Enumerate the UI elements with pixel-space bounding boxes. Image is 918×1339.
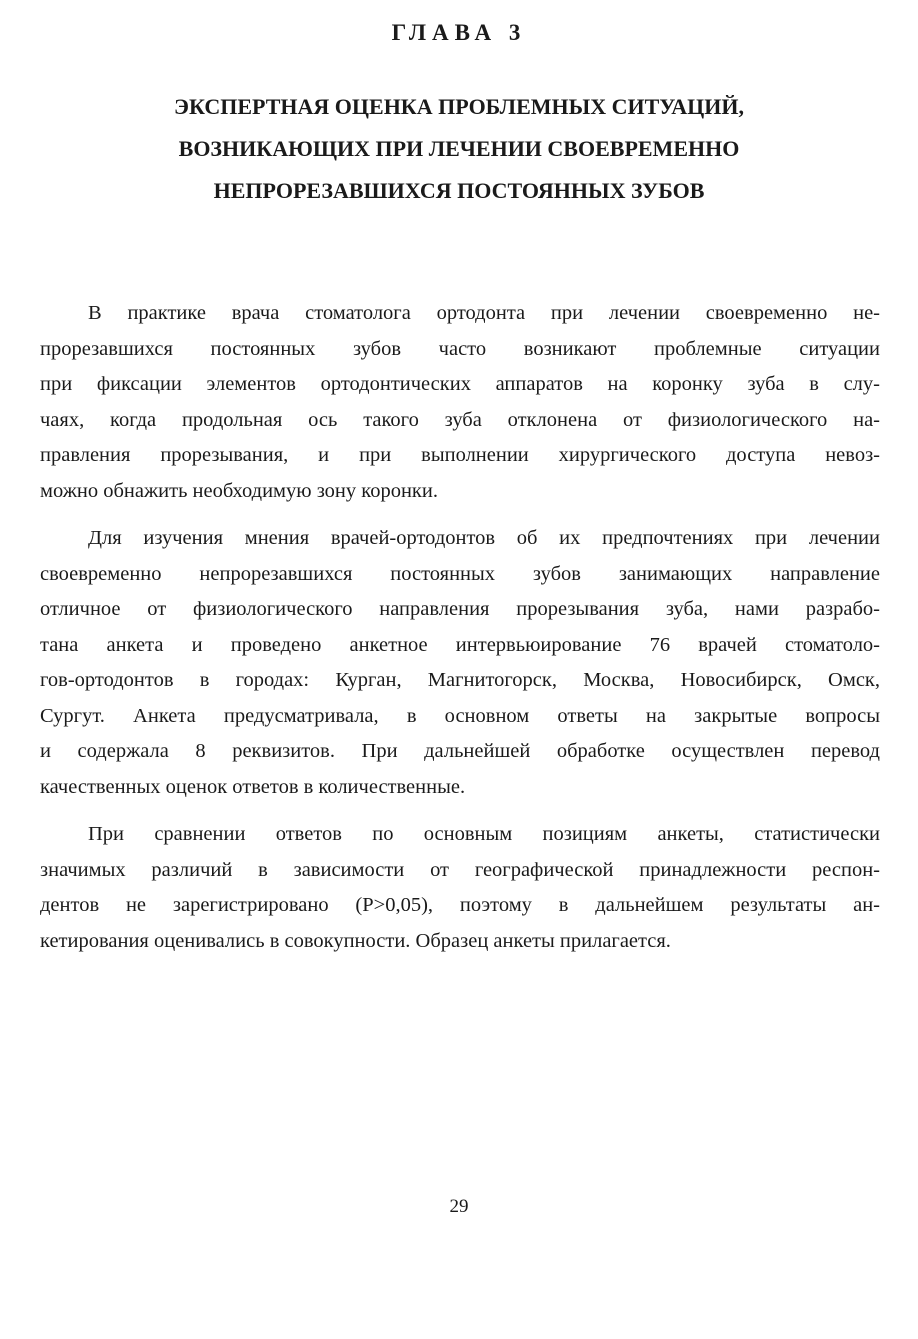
text-line: при фиксации элементов ортодонтических аппаратов на коронку зуба в слу- [40,373,880,395]
text-line: Сургут. Анкета предусматривала, в основном ответы на закрытые вопросы [40,704,880,727]
page-number: 29 [449,1196,469,1217]
body-text [40,296,880,971]
chapter-title-line: НЕПРОРЕЗАВШИХСЯ ПОСТОЯННЫХ ЗУБОВ [213,178,705,203]
chapter-title-line: ЭКСПЕРТНАЯ ОЦЕНКА ПРОБЛЕМНЫХ СИТУАЦИЙ, [174,94,744,119]
text-line: чаях, когда продольная ось такого зуба отклонена от физиологического на- [40,408,880,431]
text-line: прорезавшихся постоянных зубов часто возникают проблемные ситуации [40,337,880,360]
text-line: можно обнажить необходимую зону коронки. [40,479,438,502]
text-line: гов-ортодонтов в городах: Курган, Магнитогорск, Москва, Новосибирск, Омск, [40,669,880,691]
paragraph-2 [40,521,880,805]
text-line: своевременно непрорезавшихся постоянных зубов занимающих направление [40,562,880,585]
text-line: и содержала 8 реквизитов. При дальнейшей обработке осуществлен перевод [40,740,880,762]
text-line: Для изучения мнения врачей-ортодонтов об их предпочтениях при лечении [88,527,880,549]
text-line: В практике врача стоматолога ортодонта при лечении своевременно не- [88,302,880,324]
paragraph-3 [40,817,880,959]
text-line: отличное от физиологического направления прорезывания зуба, нами разрабо- [40,598,880,620]
text-line: значимых различий в зависимости от географической принадлежности респон- [40,858,880,881]
paragraph-1 [40,296,880,509]
text-line: тана анкета и проведено анкетное интервьюирование 76 врачей стоматоло- [40,633,880,656]
chapter-title-line: ВОЗНИКАЮЩИХ ПРИ ЛЕЧЕНИИ СВОЕВРЕМЕННО [178,136,740,161]
text-line: кетирования оценивались в совокупности. Образец анкеты прилагается. [40,929,671,952]
text-line: правления прорезывания, и при выполнении хирургического доступа невоз- [40,444,880,466]
text-line: дентов не зарегистрировано (Р>0,05), поэтому в дальнейшем результаты ан- [40,894,880,916]
chapter-heading: ГЛАВА 3 [391,20,527,45]
text-line: При сравнении ответов по основным позициям анкеты, статистически [88,823,880,845]
text-line: качественных оценок ответов в количественные. [40,775,466,798]
chapter-title [60,86,858,212]
